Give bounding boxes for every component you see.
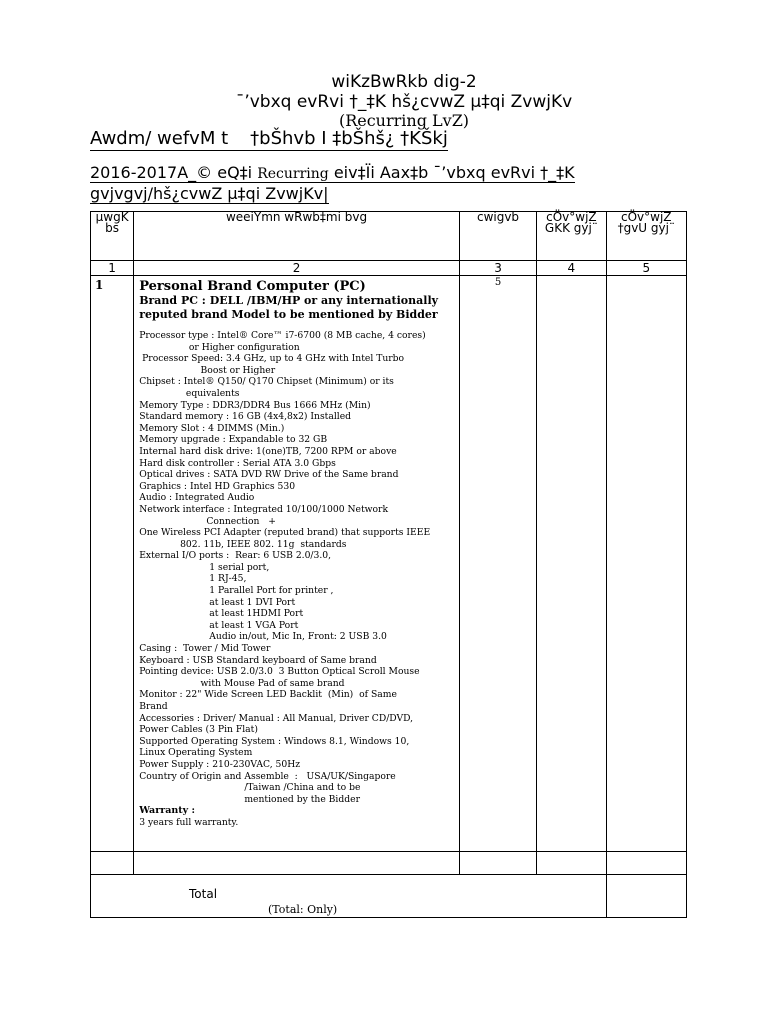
spec-line: /Taiwan /China and to be [139,782,361,794]
heading-line2: ¯’vbxq evRvi †_‡K hš¿cvwZ µ‡qi ZvwjKv [235,92,573,112]
office-label: Awdm/ wefvM t [90,128,229,149]
spec-line: Optical drives : SATA DVD RW Drive of the Same brand [139,469,399,481]
item-quantity: 5 [459,276,536,852]
col-number: 1 [91,261,134,276]
warranty-text: 3 years full warranty. [139,817,239,829]
spec-line: Casing : Tower / Mid Tower [139,643,271,655]
spec-line: Boost or Higher [139,364,276,376]
spec-list [139,330,459,805]
total-only: (Total: Only) [268,903,338,916]
spec-line: Keyboard : USB Standard keyboard of Same brand [139,654,377,666]
item-description [134,276,460,852]
spec-line: Chipset : Intel® Q150/ Q170 Chipset (Minimum) or its [139,376,394,388]
col-number: 3 [459,261,536,276]
total-label: Total [189,887,218,901]
spec-line: Power Cables (3 Pin Flat) [139,724,258,736]
empty-cell [91,852,134,875]
empty-cell [134,852,460,875]
header-row [91,212,687,261]
spec-line: External I/O ports : Rear: 6 USB 2.0/3.0, [139,550,332,562]
header-serial: µwgK bs [91,212,134,261]
header-quantity: cwigvb [459,212,536,261]
spec-line: 1 Parallel Port for printer , [139,585,334,597]
spec-line: at least 1HDMI Port [139,608,304,620]
spec-line: Internal hard disk drive: 1(one)TB, 7200 RPM or above [139,445,397,457]
warranty-label: Warranty : [139,805,195,817]
subject-recurring: Recurring [257,166,329,182]
spec-line: Brand [139,701,168,712]
spec-line: equivalents [139,387,240,399]
spec-line: 1 serial port, [139,561,270,573]
empty-cell [606,852,686,875]
subject-line [90,163,650,203]
office-name: †bŠhvb I ‡bŠhš¿ †KŠkj [250,128,448,149]
total-row [91,875,687,918]
heading-line1: wiKzBwRkb dig-2 [331,72,477,92]
spec-line: with Mouse Pad of same brand [139,677,345,689]
spec-line: mentioned by the Bidder [139,793,360,805]
item-unit-price [537,276,606,852]
heading-line3: (Recurring LvZ) [338,111,470,130]
spec-line: Memory Slot : 4 DIMMS (Min.) [139,422,285,434]
spec-line: Pointing device: USB 2.0/3.0 3 Button Optical Scroll Mouse [139,666,420,678]
spec-line: Memory Type : DDR3/DDR4 Bus 1666 MHz (Min) [139,399,371,411]
column-number-row [91,261,687,276]
spec-line: Monitor : 22" Wide Screen LED Backlit (Min) of Same [139,689,397,701]
spec-line: Processor type : Intel® Core™ i7-6700 (8 MB cache, 4 cores) [139,330,426,341]
spec-line: Country of Origin and Assemble : USA/UK/Singapore [139,770,396,782]
spec-line: at least 1 VGA Port [139,619,299,631]
empty-cell [537,852,606,875]
spec-line: Network interface : Integrated 10/100/1000 Network [139,503,389,515]
subject-part2: eiv‡Ïi Aax‡b ¯’vbxq evRvi †_‡K gvjvgvj/hš¿cvwZ µ‡qi ZvwjKv| [90,163,575,203]
item-table [90,211,687,918]
item-brand: Brand PC : DELL /IBM/HP or any internationally reputed brand Model to be mentioned by Bidder [139,294,439,321]
empty-cell [459,852,536,875]
spec-line: Memory upgrade : Expandable to 32 GB [139,434,328,446]
header-total-price: cÖv°wjZ †gvU gyj¨ [606,212,686,261]
spec-line: Accessories : Driver/ Manual : All Manual, Driver CD/DVD, [139,712,414,724]
office-line [90,128,448,151]
total-cell [91,875,607,918]
spec-line: Audio in/out, Mic In, Front: 2 USB 3.0 [139,631,387,643]
table-row [91,276,687,852]
total-value-cell [606,875,686,918]
subject-part1: 2016-2017A_© eQ‡i [90,163,258,182]
header-unit-price: cÖv°wjZ GKK gyj¨ [537,212,606,261]
spec-line: 1 RJ-45, [139,573,247,585]
spec-line: Hard disk controller : Serial ATA 3.0 Gbps [139,457,336,469]
spec-line: Audio : Integrated Audio [139,492,255,504]
spec-line: One Wireless PCI Adapter (reputed brand) that supports IEEE [139,527,431,539]
col-number: 2 [134,261,460,276]
header-description: weeiYmn wRwb‡mi bvg [134,212,460,261]
item-total-price [606,276,686,852]
spec-line: at least 1 DVI Port [139,596,296,608]
col-number: 4 [537,261,606,276]
spec-line: Connection + [139,515,276,527]
spec-line: or Higher configuration [139,341,300,353]
spec-line: Graphics : Intel HD Graphics 530 [139,480,296,492]
spec-line: Power Supply : 210-230VAC, 50Hz [139,758,301,770]
spec-line: Linux Operating System [139,747,253,759]
spec-line: 802. 11b, IEEE 802. 11g standards [139,538,347,550]
spec-line: Processor Speed: 3.4 GHz, up to 4 GHz with Intel Turbo [139,353,405,365]
spec-line: Supported Operating System : Windows 8.1, Windows 10, [139,735,410,747]
item-name: Personal Brand Computer (PC) [139,279,366,294]
spec-line: Standard memory : 16 GB (4x4,8x2) Installed [139,411,352,423]
col-number: 5 [606,261,686,276]
item-serial: 1 [91,276,134,852]
table-row-empty [91,852,687,875]
